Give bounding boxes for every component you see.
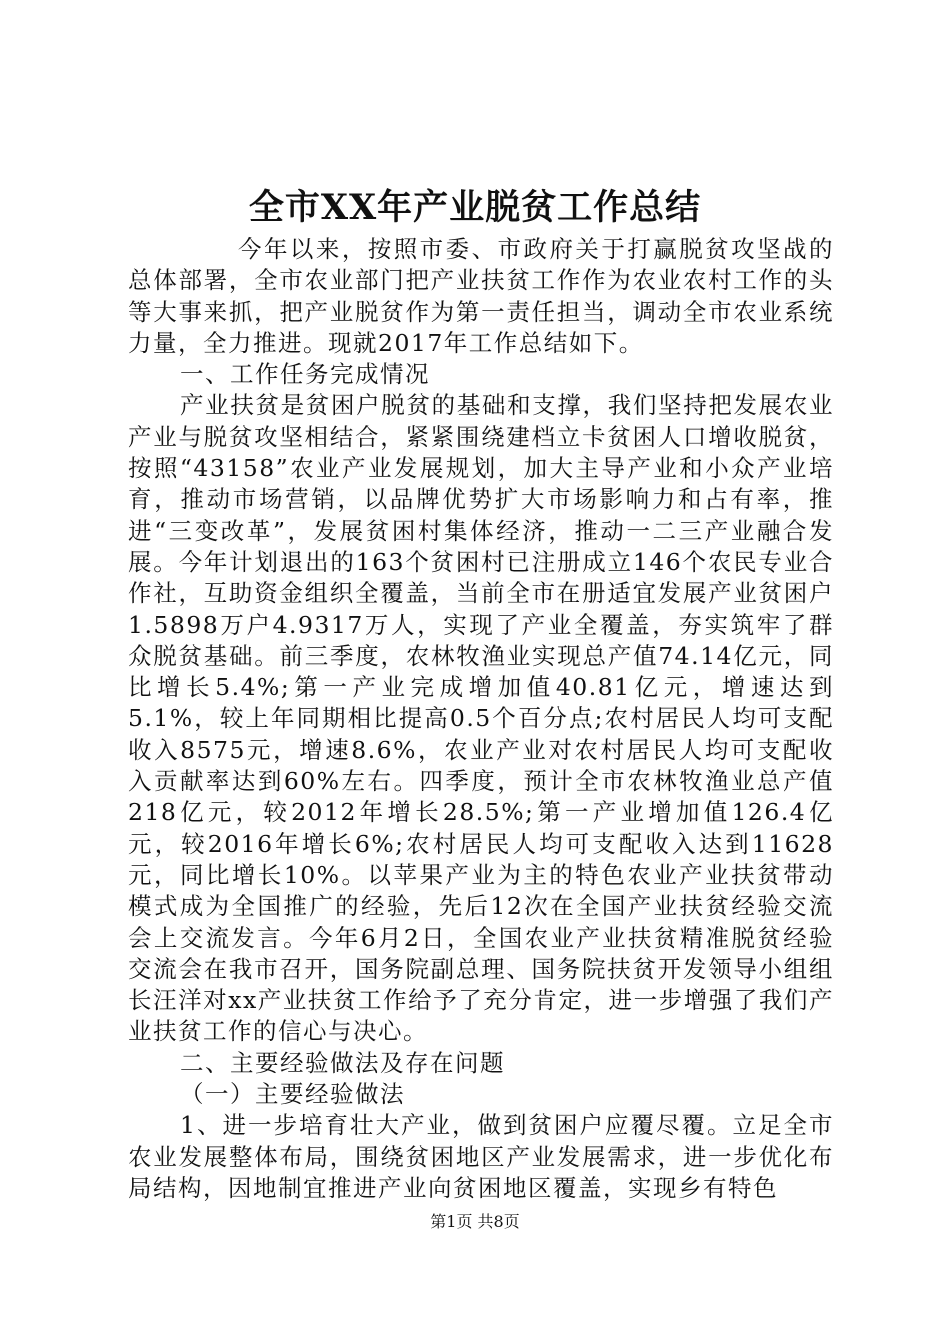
paragraph-intro: 今年以来，按照市委、市政府关于打赢脱贫攻坚战的总体部署，全市农业部门把产业扶贫工作作为农业农村工作的头等大事来抓，把产业脱贫作为第一责任担当，调动全市农业系统力量，全力推进。现就2017年工作总结如下。	[128, 235, 834, 357]
paragraph-experience-1: 1、进一步培育壮大产业，做到贫困户应覆尽覆。立足全市农业发展整体布局，围绕贫困地区产业发展需求，进一步优化布局结构，因地制宜推进产业向贫困地区覆盖，实现乡有特色	[128, 1111, 834, 1202]
subsection-heading-1: （一）主要经验做法	[180, 1080, 405, 1109]
section-heading-2: 二、主要经验做法及存在问题	[180, 1048, 505, 1077]
document-title: 全市XX年产业脱贫工作总结	[248, 187, 702, 228]
section-heading-1: 一、工作任务完成情况	[180, 360, 430, 389]
page-footer: 第1页 共8页	[430, 1212, 520, 1231]
paragraph-task-completion: 产业扶贫是贫困户脱贫的基础和支撑，我们坚持把发展农业产业与脱贫攻坚相结合，紧紧围绕建档立卡贫困人口增收脱贫，按照“43158”农业产业发展规划，加大主导产业和小众产业培育，推动市场营销，以品牌优势扩大市场影响力和占有率，推进“三变改革”，发展贫困村集体经济，推动一二三产业融合发展。今年计划退出的163个贫困村已注册成立146个农民专业合作社，互助资金组织全覆盖，当前全市在册适宜发展产业贫困户1.5898万户4.9317万人，实现了产业全覆盖，夯实筑牢了群众脱贫基础。前三季度，农林牧渔业实现总产值74.14亿元，同比增长5.4%;第一产业完成增加值40.81亿元，增速达到5.1%，较上年同期相比提高0.5个百分点;农村居民人均可支配收入8575元，增速8.6%，农业产业对农村居民人均可支配收入贡献率达到60%左右。四季度，预计全市农林牧渔业总产值218亿元，较2012年增长28.5%;第一产业增加值126.4亿元，较2016年增长6%;农村居民人均可支配收入达到11628元，同比增长10%。以苹果产业为主的特色农业产业扶贫带动模式成为全国推广的经验，先后12次在全国产业扶贫经验交流会上交流发言。今年6月2日，全国农业产业扶贫精准脱贫经验交流会在我市召开，国务院副总理、国务院扶贫开发领导小组组长汪洋对xx产业扶贫工作给予了充分肯定，进一步增强了我们产业扶贫工作的信心与决心。	[128, 391, 834, 1046]
document-body	[128, 234, 834, 1204]
